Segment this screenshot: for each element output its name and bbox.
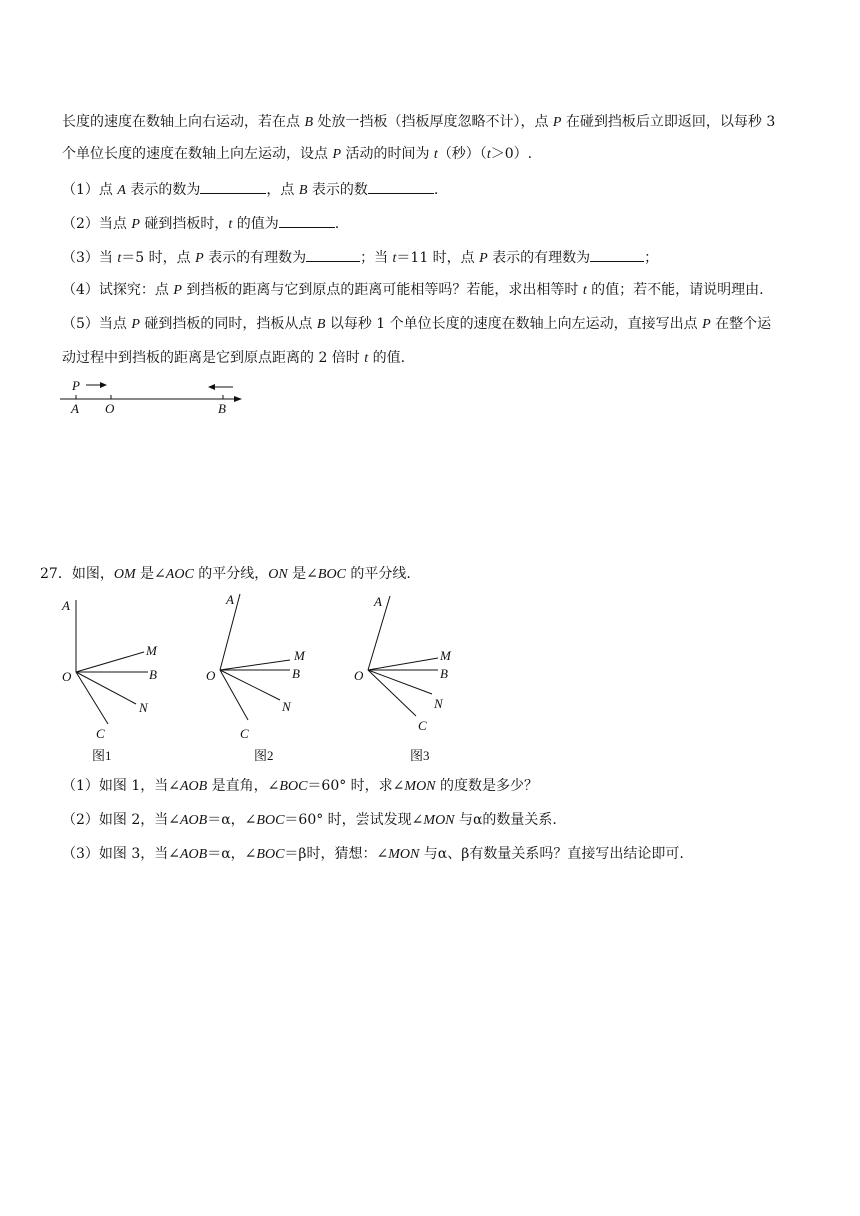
pt-M: M — [294, 648, 305, 663]
ray-OC — [76, 672, 108, 724]
ray-OC — [368, 670, 416, 716]
pt-A: A — [374, 594, 382, 609]
q26-part-5: （5）当点 P 碰到挡板的同时，挡板从点 B 以每秒 1 个单位长度的速度在数轴上向左运动，直接写出点 P 在整个运 — [62, 316, 772, 332]
caption-fig-3: 图3 — [410, 748, 430, 763]
answer-blank[interactable] — [200, 178, 266, 194]
caption-fig-1: 图1 — [92, 748, 112, 763]
ray-ON — [220, 670, 280, 700]
answer-blank[interactable] — [368, 178, 434, 194]
ray-OM — [220, 660, 290, 670]
figure-3 — [352, 588, 472, 770]
label-P: P — [72, 378, 80, 393]
answer-blank[interactable] — [279, 212, 335, 228]
q26-part-4: （4）试探究：点 P 到挡板的距离与它到原点的距离可能相等吗？若能，求出相等时 t 的值；若不能，请说明理由. — [62, 282, 764, 298]
pt-O: O — [206, 668, 216, 683]
caption-fig-2: 图2 — [254, 748, 274, 763]
q27-part-2: （2）如图 2，当∠AOB＝α，∠BOC＝60° 时，尝试发现∠MON 与α的数量关系. — [62, 812, 557, 828]
q26-intro-line-1: 长度的速度在数轴上向右运动，若在点 B 处放一挡板（挡板厚度忽略不计），点 P 在碰到挡板后立即返回，以每秒 3 — [62, 114, 776, 130]
pt-N: N — [139, 700, 148, 715]
pt-N: N — [434, 696, 443, 711]
answer-blank[interactable] — [306, 246, 360, 262]
number-line-figure — [56, 376, 256, 420]
pt-B: B — [440, 666, 448, 681]
pt-M: M — [440, 648, 451, 663]
ray-OM — [368, 658, 438, 670]
figure-2 — [204, 588, 324, 770]
q27-part-1: （1）如图 1，当∠AOB 是直角，∠BOC＝60° 时，求∠MON 的度数是多少？ — [62, 778, 538, 794]
q26-part-3: （3）当 t＝5 时，点 P 表示的有理数为 ；当 t＝11 时，点 P 表示的有理数为 ； — [62, 246, 658, 269]
arrow-right-head — [100, 382, 107, 388]
pt-B: B — [149, 667, 157, 682]
q26-part-2: （2）当点 P 碰到挡板时，t 的值为 . — [62, 212, 339, 235]
pt-C: C — [418, 718, 427, 733]
figure-1 — [56, 592, 176, 770]
pt-A: A — [62, 598, 70, 613]
q26-part-1: （1）点 A 表示的数为 ，点 B 表示的数 . — [62, 178, 438, 201]
arrow-left-head — [208, 384, 215, 390]
ray-OM — [76, 652, 144, 672]
pt-A: A — [226, 592, 234, 607]
pt-C: C — [240, 726, 249, 741]
label-B: B — [218, 401, 226, 416]
pt-O: O — [62, 669, 72, 684]
ray-ON — [76, 672, 136, 704]
pt-B: B — [292, 666, 300, 681]
ray-ON — [368, 670, 432, 694]
q26-part-5-cont: 动过程中到挡板的距离是它到原点距离的 2 倍时 t 的值. — [62, 350, 406, 366]
label-O: O — [105, 401, 115, 416]
pt-C: C — [96, 726, 105, 741]
number-line-arrowhead — [234, 396, 242, 402]
label-A: A — [71, 401, 79, 416]
answer-blank[interactable] — [590, 246, 644, 262]
q27-part-3: （3）如图 3，当∠AOB＝α，∠BOC＝β时，猜想：∠MON 与α、β有数量关系吗？直接写出结论即可. — [62, 846, 684, 862]
pt-N: N — [282, 699, 291, 714]
q26-intro-line-2: 个单位长度的速度在数轴上向左运动，设点 P 活动的时间为 t（秒）（t＞0）. — [62, 146, 533, 162]
q27-heading: 27．如图，OM 是∠AOC 的平分线，ON 是∠BOC 的平分线. — [40, 566, 411, 582]
pt-O: O — [354, 668, 364, 683]
pt-M: M — [146, 643, 157, 658]
